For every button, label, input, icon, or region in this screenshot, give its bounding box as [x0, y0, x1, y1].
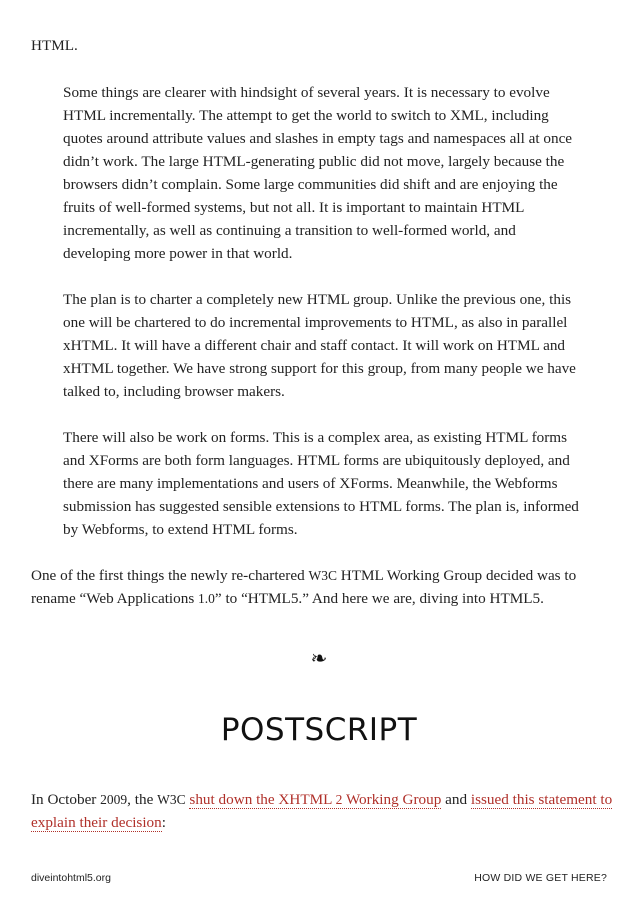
quote-paragraph: Some things are clearer with hindsight of several years. It is necessary to evolve HTML incrementally. The attempt to get the world to switch to XML, including quotes around attribute values and slashes in empty tags and namespaces all at once didn’t work. The large HTML-generating public did not move, largely because the browsers didn’t complain. Some large communities did shift and are enjoying the fruits of well-formed systems, but not all. It is important to maintain HTML incrementally, as well as continuing a transition to well-formed world, and developing more power in that world.	[63, 84, 573, 262]
footer-site: diveintohtml5.org	[31, 872, 111, 884]
link-text: shut down the XHTML	[189, 791, 336, 808]
link-text: Working Group	[342, 791, 442, 808]
statement-link[interactable]: issued this statement to explain their decision	[31, 791, 613, 831]
quote-paragraph: The plan is to charter a completely new HTML group. Unlike the previous one, this one will be chartered to do incremental improvements to HTML, as also in parallel xHTML. It will have a different chair and staff contact. It will work on HTML and xHTML together. We have strong support for this group, from many people we have talked to, including browser makers.	[63, 291, 576, 400]
text-run: One of the first things the newly re-chartered	[31, 567, 309, 584]
year: 2009	[100, 792, 128, 807]
link-number: 2	[335, 792, 343, 807]
postscript-paragraph	[31, 788, 616, 834]
text-run: :	[161, 814, 166, 831]
fleuron-ornament-icon: ❧	[310, 646, 328, 670]
text-run: In October	[31, 791, 101, 808]
footer-chapter-title: HOW DID WE GET HERE?	[474, 872, 607, 884]
version-number: 1.0	[198, 591, 215, 606]
w3c-abbr: W3C	[157, 792, 186, 807]
body-paragraph	[31, 564, 611, 610]
text-run: and	[441, 791, 471, 808]
lead-text: HTML.	[31, 37, 78, 54]
w3c-abbr: W3C	[308, 568, 337, 583]
section-heading: POSTSCRIPT	[220, 712, 418, 748]
text-run: HTML Working Group decided was to rename “Web Applications	[31, 567, 577, 607]
quote-paragraph: There will also be work on forms. This is a complex area, as existing HTML forms and XForms are both form languages. HTML forms are ubiquitously deployed, and there are many implementations and users of XForms. Meanwhile, the Webforms submission has suggested sensible extensions to HTML forms. The plan is, informed by Webforms, to extend HTML forms.	[63, 429, 579, 538]
text-run: ” to “HTML5.” And here we are, diving into HTML5.	[214, 590, 544, 607]
text-run: , the	[127, 791, 158, 808]
xhtml2-shutdown-link[interactable]	[189, 791, 441, 809]
